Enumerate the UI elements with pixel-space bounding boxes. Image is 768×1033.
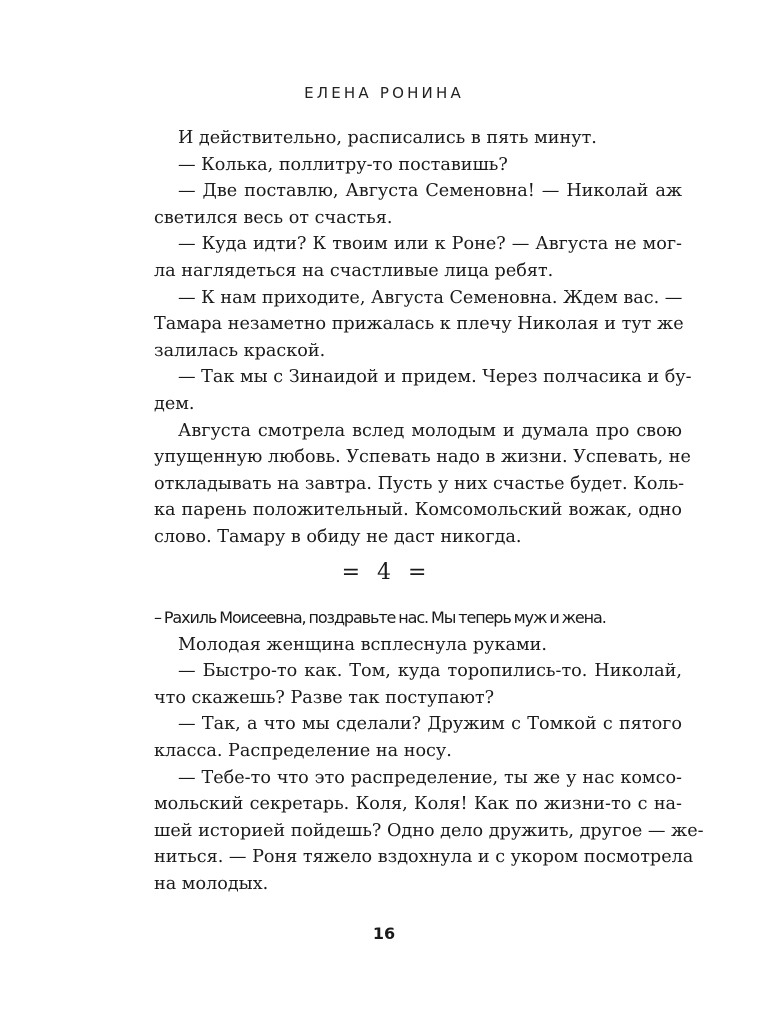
text-line: шей историей пойдешь? Одно дело дружить, другое — же- [154,820,704,841]
text-line: слово. Тамару в обиду не даст никогда. [154,526,522,547]
text-line: залилась краской. [154,340,326,361]
text-line: – Рахиль Моисеевна, поздравьте нас. Мы теперь муж и жена. [154,608,606,627]
text-line: — Так мы с Зинаидой и придем. Через полчасика и бу- [178,367,692,388]
text-line: что скажешь? Разве так поступают? [154,687,495,708]
section-2-text [154,605,704,898]
text-line: — К нам приходите, Августа Семеновна. Ждем вас. — [178,287,683,308]
text-line: — Куда идти? К твоим или к Роне? — Августа не мог- [178,234,682,255]
section-1-text [154,125,692,551]
chapter-number: = 4 = [341,560,427,585]
text-line: — Тебе-то что это распределение, ты же у нас комсо- [178,767,682,788]
text-line: ниться. — Роня тяжело вздохнула и с укором посмотрела [154,847,694,868]
text-line: И действительно, расписались в пять минут. [178,128,597,148]
text-line: светился весь от счастья. [154,207,393,228]
text-line: упущенную любовь. Успевать надо в жизни. Успевать, не [154,447,691,468]
page-number: 16 [372,924,396,943]
text-line: Августа смотрела вслед молодым и думала про свою [178,420,682,441]
text-line: на молодых. [154,873,269,894]
text-line: класса. Распределение на носу. [154,740,452,761]
text-line: ка парень положительный. Комсомольский вожак, одно [154,500,682,521]
text-line: мольский секретарь. Коля, Коля! Как по жизни-то с на- [154,794,682,815]
text-line: откладывать на завтра. Пусть у них счастье будет. Коль- [154,473,685,494]
text-line: — Две поставлю, Августа Семеновна! — Николай аж [178,181,682,202]
text-line: ла наглядеться на счастливые лица ребят. [154,260,554,281]
text-line: Молодая женщина всплеснула руками. [178,634,547,655]
text-line: — Так, а что мы сделали? Дружим с Томкой с пятого [178,714,682,735]
text-line: дем. [154,393,195,414]
text-line: Тамара незаметно прижалась к плечу Николая и тут же [154,314,684,335]
text-line: — Колька, поллитру-то поставишь? [178,154,508,175]
text-line: — Быстро-то как. Том, куда торопились-то. Николай, [178,661,682,682]
running-title: ЕЛЕНА РОНИНА [304,84,464,102]
